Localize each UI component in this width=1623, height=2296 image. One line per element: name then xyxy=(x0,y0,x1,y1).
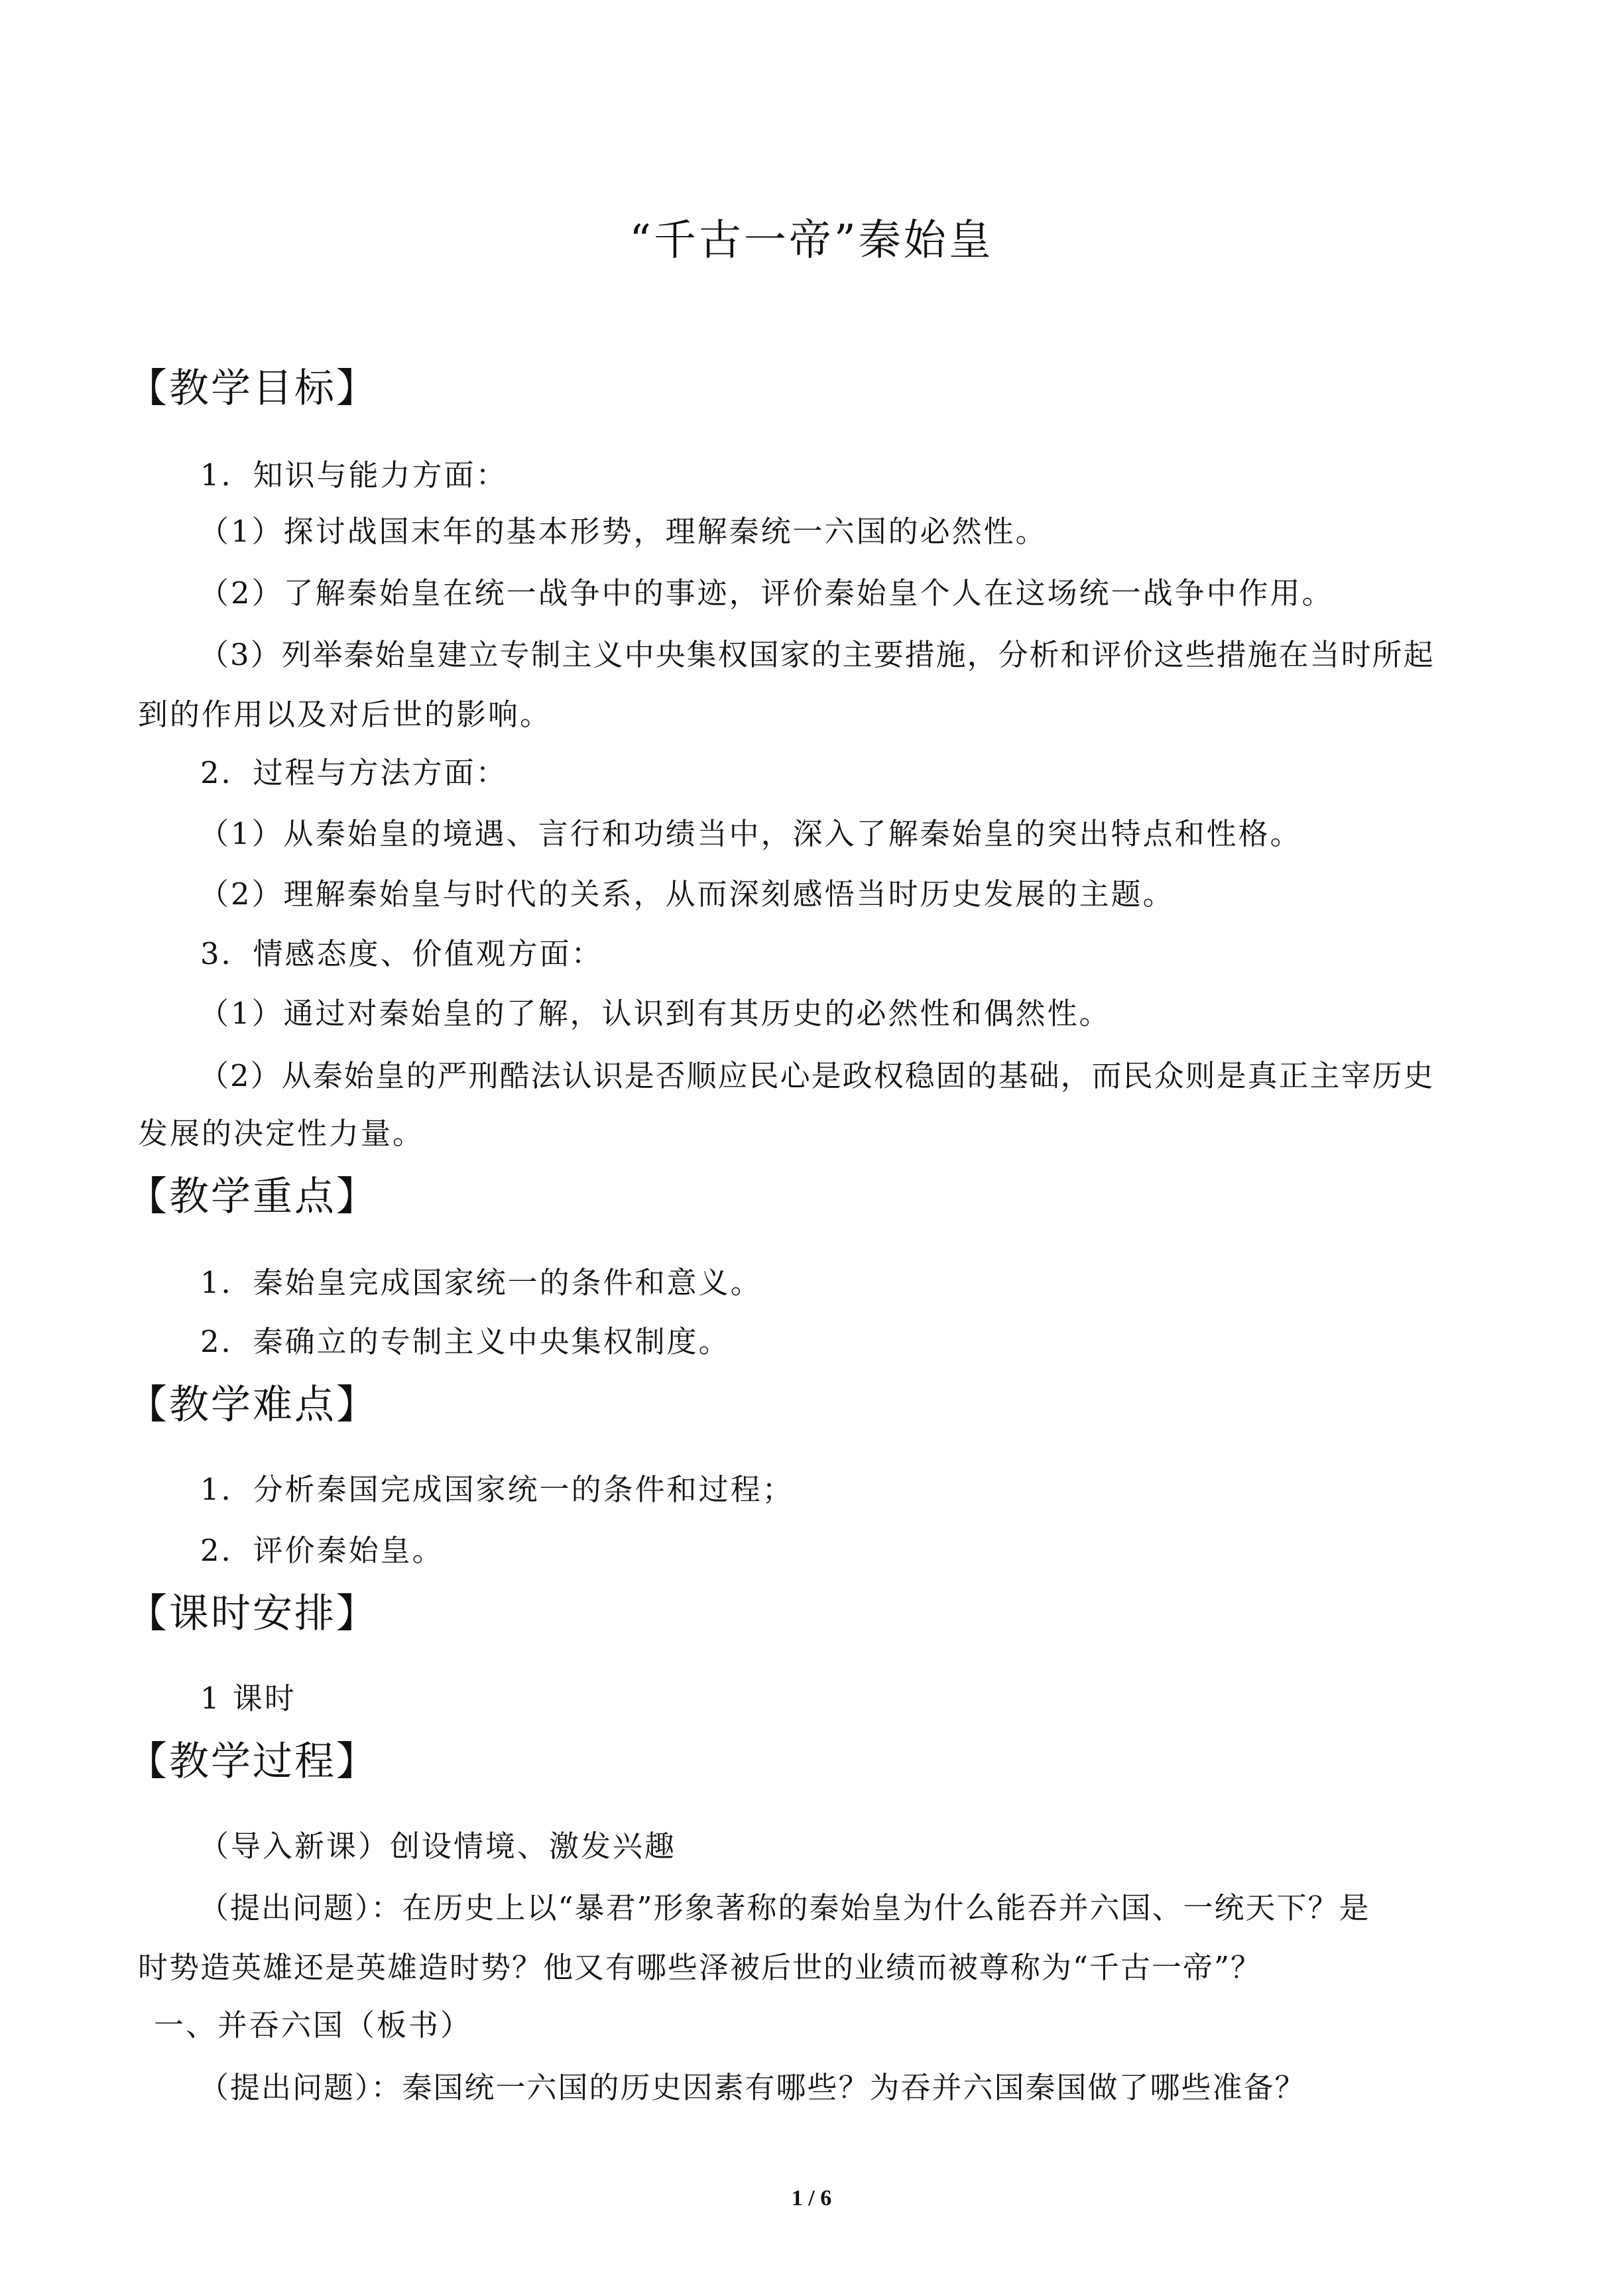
heading-objectives: 【教学目标】 xyxy=(127,365,378,412)
key-points-line: 2．秦确立的专制主义中央集权制度。 xyxy=(200,1324,731,1359)
objectives-line: 2．过程与方法方面： xyxy=(200,755,508,790)
objectives-line: （1）探讨战国末年的基本形势，理解秦统一六国的必然性。 xyxy=(199,514,1048,549)
objectives-line: （1）通过对秦始皇的了解，认识到有其历史的必然性和偶然性。 xyxy=(199,996,1111,1031)
objectives-line: 3．情感态度、价值观方面： xyxy=(200,936,603,971)
process-line: （提出问题）：秦国统一六国的历史因素有哪些？为吞并六国秦国做了哪些准备？ xyxy=(199,2070,1306,2105)
process-line: （提出问题）：在历史上以“暴君”形象著称的秦始皇为什么能吞并六国、一统天下？是 xyxy=(199,1890,1370,1925)
heading-difficulties: 【教学难点】 xyxy=(127,1382,378,1428)
objectives-line: （2）从秦始皇的严刑酷法认识是否顺应民心是政权稳固的基础，而民众则是真正主宰历史 xyxy=(199,1058,1435,1093)
objectives-line: （3）列举秦始皇建立专制主义中央集权国家的主要措施，分析和评价这些措施在当时所起 xyxy=(199,637,1435,672)
objectives-line: 发展的决定性力量。 xyxy=(138,1116,425,1151)
process-line: 一、并吞六国（板书） xyxy=(154,2008,473,2043)
page-number: 1 / 6 xyxy=(791,2186,832,2210)
document-title: “千古一帝”秦始皇 xyxy=(629,216,994,265)
key-points-line: 1．秦始皇完成国家统一的条件和意义。 xyxy=(200,1265,762,1300)
process-line: （导入新课）创设情境、激发兴趣 xyxy=(199,1829,677,1864)
heading-key-points: 【教学重点】 xyxy=(127,1174,378,1220)
process-line: 时势造英雄还是英雄造时势？他又有哪些泽被后世的业绩而被尊称为“千古一帝”？ xyxy=(138,1950,1262,1985)
objectives-line: （1）从秦始皇的境遇、言行和功绩当中，深入了解秦始皇的突出特点和性格。 xyxy=(199,816,1302,851)
heading-schedule: 【课时安排】 xyxy=(127,1591,378,1637)
heading-process: 【教学过程】 xyxy=(127,1738,378,1785)
difficulties-line: 1．分析秦国完成国家统一的条件和过程； xyxy=(200,1472,794,1507)
objectives-line: （2）理解秦始皇与时代的关系，从而深刻感悟当时历史发展的主题。 xyxy=(199,876,1175,912)
objectives-line: （2）了解秦始皇在统一战争中的事迹，评价秦始皇个人在这场统一战争中作用。 xyxy=(199,575,1334,611)
objectives-line: 1．知识与能力方面： xyxy=(200,457,508,493)
schedule-line: 1 课时 xyxy=(200,1681,296,1716)
difficulties-line: 2．评价秦始皇。 xyxy=(200,1533,444,1568)
objectives-line: 到的作用以及对后世的影响。 xyxy=(138,697,552,732)
